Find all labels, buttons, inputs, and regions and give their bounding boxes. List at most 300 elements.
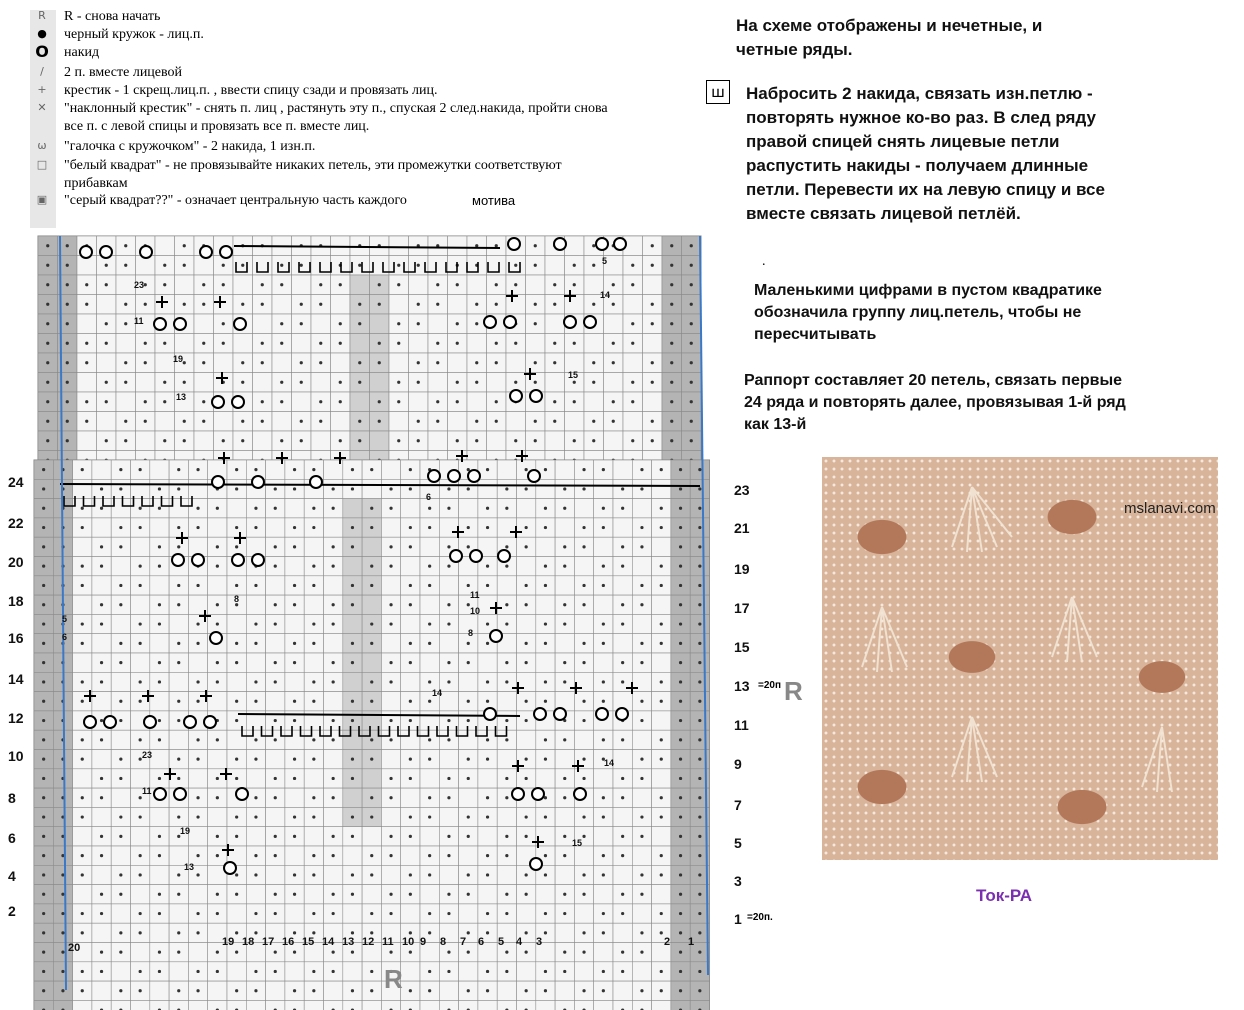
knit-dot <box>158 565 161 568</box>
knit-dot <box>417 439 420 442</box>
knit-dot <box>534 322 537 325</box>
chart-cell <box>111 672 130 691</box>
chart-cell <box>381 576 400 595</box>
yarn-over-icon <box>84 716 96 728</box>
knit-dot <box>119 487 122 490</box>
knit-dot <box>81 796 84 799</box>
row-number-left: 14 <box>8 671 24 687</box>
chart-cell <box>304 769 323 788</box>
knit-dot <box>698 854 701 857</box>
chart-cell <box>545 431 565 451</box>
chart-cell <box>208 692 227 711</box>
knit-dot <box>428 526 431 529</box>
knit-dot <box>651 264 654 267</box>
knit-dot <box>124 420 127 423</box>
chart-cell <box>487 373 507 393</box>
knit-dot <box>274 719 277 722</box>
knit-dot <box>651 420 654 423</box>
chart-cell <box>420 537 439 556</box>
knit-dot <box>525 487 528 490</box>
chart-cell <box>150 750 169 769</box>
chart-cell <box>409 275 429 295</box>
knit-dot <box>351 989 354 992</box>
knit-dot <box>158 680 161 683</box>
knit-dot <box>274 970 277 973</box>
knit-dot <box>563 487 566 490</box>
knit-dot <box>235 931 238 934</box>
knit-dot <box>514 342 517 345</box>
knit-dot <box>428 815 431 818</box>
knit-dot <box>42 622 45 625</box>
knit-dot <box>690 439 693 442</box>
knit-dot <box>293 835 296 838</box>
chart-cell <box>439 518 458 537</box>
chart-cell <box>169 730 188 749</box>
chart-cell <box>459 788 478 807</box>
instruction-line: правой спицей снять лицевые петли <box>746 132 1060 151</box>
chart-cell <box>632 962 651 981</box>
knit-dot <box>631 400 634 403</box>
knit-dot <box>254 931 257 934</box>
knit-dot <box>100 835 103 838</box>
knit-dot <box>602 468 605 471</box>
knit-dot <box>447 487 450 490</box>
chart-cell <box>401 846 420 865</box>
knit-dot <box>124 303 127 306</box>
chart-cell <box>362 769 381 788</box>
knit-dot <box>119 758 122 761</box>
knit-dot <box>389 912 392 915</box>
knit-dot <box>183 420 186 423</box>
knit-dot <box>592 439 595 442</box>
chart-cell <box>73 537 92 556</box>
knit-dot <box>177 989 180 992</box>
row-number-left: 12 <box>8 710 24 726</box>
knit-dot <box>486 931 489 934</box>
chart-cell <box>208 807 227 826</box>
chart-cell <box>188 769 207 788</box>
knit-dot <box>670 303 673 306</box>
knit-dot <box>602 989 605 992</box>
chart-cell <box>155 236 175 256</box>
knit-dot <box>202 420 205 423</box>
knit-dot <box>216 603 219 606</box>
knit-dot <box>196 931 199 934</box>
knit-dot <box>254 584 257 587</box>
knit-dot <box>409 700 412 703</box>
knit-dot <box>216 835 219 838</box>
knit-dot <box>332 622 335 625</box>
knit-dot <box>582 468 585 471</box>
knit-dot <box>216 854 219 857</box>
chart-cell <box>652 711 671 730</box>
knit-dot <box>370 642 373 645</box>
knit-dot <box>274 603 277 606</box>
knit-dot <box>196 758 199 761</box>
chart-cell <box>266 692 285 711</box>
knit-dot <box>660 468 663 471</box>
knit-dot <box>370 700 373 703</box>
chart-cell <box>97 412 117 432</box>
knit-dot <box>640 815 643 818</box>
knit-dot <box>428 584 431 587</box>
knit-dot <box>698 951 701 954</box>
column-number: 12 <box>362 936 375 948</box>
knit-dot <box>679 487 682 490</box>
chart-cell <box>362 885 381 904</box>
knit-dot <box>397 322 400 325</box>
chart-cell <box>285 904 304 923</box>
chart-cell <box>169 904 188 923</box>
chart-cell <box>233 275 253 295</box>
knit-dot <box>66 439 69 442</box>
knit-dot <box>177 603 180 606</box>
chart-cell <box>111 962 130 981</box>
column-number: 4 <box>516 936 523 948</box>
chart-cell <box>555 865 574 884</box>
legend-item-text: "серый квадрат??" - означает центральную часть каждого <box>64 193 407 208</box>
knit-dot <box>397 342 400 345</box>
chart-cell <box>208 576 227 595</box>
knit-dot <box>202 361 205 364</box>
knit-dot <box>339 342 342 345</box>
knit-dot <box>274 487 277 490</box>
knit-dot <box>196 680 199 683</box>
knit-dot <box>177 893 180 896</box>
knit-dot <box>409 642 412 645</box>
knit-dot <box>300 322 303 325</box>
knit-dot <box>467 777 470 780</box>
knit-dot <box>456 283 459 286</box>
knit-dot <box>119 700 122 703</box>
knit-dot <box>196 912 199 915</box>
knit-dot <box>119 893 122 896</box>
knit-dot <box>312 758 315 761</box>
chart-cell <box>73 827 92 846</box>
knit-dot <box>312 700 315 703</box>
knit-dot <box>621 661 624 664</box>
knit-dot <box>612 420 615 423</box>
knit-dot <box>158 951 161 954</box>
knit-dot <box>254 622 257 625</box>
chart-cell <box>73 595 92 614</box>
yarn-over-icon <box>596 238 608 250</box>
chart-cell <box>420 827 439 846</box>
chart-cell <box>194 373 214 393</box>
chart-cell <box>497 865 516 884</box>
chart-cell <box>574 730 593 749</box>
chart-cell <box>272 353 292 373</box>
knit-dot <box>505 622 508 625</box>
chart-cell <box>594 653 613 672</box>
knit-dot <box>293 603 296 606</box>
knit-dot <box>124 322 127 325</box>
knit-dot <box>370 622 373 625</box>
knit-dot <box>312 507 315 510</box>
knit-dot <box>42 815 45 818</box>
knit-dot <box>332 854 335 857</box>
knit-dot <box>202 303 205 306</box>
knit-dot <box>241 381 244 384</box>
chart-cell <box>497 576 516 595</box>
knit-dot <box>274 796 277 799</box>
knit-dot <box>293 989 296 992</box>
knit-dot <box>582 989 585 992</box>
knit-dot <box>428 738 431 741</box>
knit-dot <box>254 526 257 529</box>
knit-dot <box>467 700 470 703</box>
chart-cell <box>266 634 285 653</box>
knit-dot <box>319 283 322 286</box>
knit-dot <box>196 854 199 857</box>
knit-dot <box>81 700 84 703</box>
knit-dot <box>544 584 547 587</box>
knit-dot <box>602 873 605 876</box>
knit-dot <box>293 545 296 548</box>
knit-dot <box>660 758 663 761</box>
knit-dot <box>66 303 69 306</box>
knit-dot <box>46 342 49 345</box>
knit-dot <box>370 507 373 510</box>
yarn-over-icon <box>174 318 186 330</box>
knit-dot <box>428 507 431 510</box>
knit-dot <box>274 951 277 954</box>
instruction-line: вместе связать лицевой петлёй. <box>746 204 1021 223</box>
knit-dot <box>81 758 84 761</box>
knit-dot <box>42 758 45 761</box>
knit-dot <box>428 854 431 857</box>
knit-dot <box>216 970 219 973</box>
knit-dot <box>409 603 412 606</box>
knit-dot <box>631 322 634 325</box>
column-number: 9 <box>420 936 427 948</box>
chart-cell <box>131 827 150 846</box>
knit-dot <box>300 264 303 267</box>
knit-dot <box>274 565 277 568</box>
chart-cell <box>285 730 304 749</box>
chart-cell <box>584 334 604 354</box>
instruction-line: повторять нужное ко-во раз. В след ряду <box>746 108 1096 127</box>
knit-dot <box>631 342 634 345</box>
yarn-over-icon <box>554 708 566 720</box>
knit-dot <box>563 854 566 857</box>
knit-dot <box>389 893 392 896</box>
knit-dot <box>235 584 238 587</box>
chart-cell <box>536 537 555 556</box>
knit-dot <box>592 381 595 384</box>
knit-dot <box>475 439 478 442</box>
knit-dot <box>293 951 296 954</box>
legend-item-text: крестик - 1 скрещ.лиц.п. , ввести спицу сзади и провязать лиц. <box>64 83 438 98</box>
chart-cell <box>623 295 643 315</box>
yarn-over-icon <box>498 550 510 562</box>
yarn-over-icon <box>490 630 502 642</box>
knit-dot <box>544 815 547 818</box>
yarn-over-icon <box>252 554 264 566</box>
knit-dot <box>409 835 412 838</box>
chart-cell <box>594 1000 613 1010</box>
knit-dot <box>670 439 673 442</box>
knit-dot <box>467 815 470 818</box>
gray-square-icon: ▣ <box>36 193 48 206</box>
chart-cell <box>292 392 312 412</box>
knit-dot <box>447 680 450 683</box>
knit-dot <box>100 777 103 780</box>
knit-dot <box>534 361 537 364</box>
knit-dot <box>274 545 277 548</box>
knit-dot <box>505 545 508 548</box>
row-number-right: 9 <box>734 756 742 772</box>
tick-with-circle-icon: ω <box>37 139 47 152</box>
knit-dot <box>602 970 605 973</box>
knit-dot <box>698 796 701 799</box>
chart-cell <box>555 750 574 769</box>
knit-dot <box>42 700 45 703</box>
knit-dot <box>428 873 431 876</box>
knit-dot <box>475 303 478 306</box>
knit-dot <box>447 738 450 741</box>
knit-dot <box>428 796 431 799</box>
chart-cell <box>304 653 323 672</box>
knit-dot <box>621 487 624 490</box>
knit-dot <box>100 951 103 954</box>
knit-dot <box>312 989 315 992</box>
yarn-over-icon <box>210 632 222 644</box>
knit-dot <box>389 622 392 625</box>
knit-dot <box>679 738 682 741</box>
chart-cell <box>111 788 130 807</box>
yarn-over-icon <box>212 396 224 408</box>
chart-cell <box>517 499 536 518</box>
row-number-left: 4 <box>8 868 16 884</box>
legend-item-text: "галочка с кружочком" - 2 накида, 1 изн.п. <box>64 139 316 154</box>
knit-dot <box>640 835 643 838</box>
knit-dot <box>679 777 682 780</box>
knit-dot <box>651 361 654 364</box>
yarn-over-icon <box>184 716 196 728</box>
knit-dot <box>553 283 556 286</box>
knit-dot <box>447 854 450 857</box>
knit-dot <box>254 680 257 683</box>
knit-dot <box>514 439 517 442</box>
knit-dot <box>261 361 264 364</box>
knit-dot <box>640 468 643 471</box>
knit-dot <box>370 526 373 529</box>
chart-cell <box>362 653 381 672</box>
chart-cell <box>343 557 362 576</box>
chart-cell <box>594 595 613 614</box>
knit-dot <box>332 507 335 510</box>
knit-dot <box>254 796 257 799</box>
chart-cell <box>253 314 273 334</box>
knit-dot <box>698 700 701 703</box>
knit-dot <box>582 545 585 548</box>
chart-cell <box>613 981 632 1000</box>
knit-dot <box>640 700 643 703</box>
chart-cell <box>478 885 497 904</box>
knit-dot <box>409 487 412 490</box>
knit-dot <box>42 545 45 548</box>
chart-cell <box>92 923 111 942</box>
knit-dot <box>544 622 547 625</box>
knit-dot <box>177 951 180 954</box>
chart-cell <box>574 614 593 633</box>
knit-dot <box>417 264 420 267</box>
knit-dot <box>119 719 122 722</box>
knit-dot <box>378 342 381 345</box>
knit-dot <box>505 565 508 568</box>
row-number-right: 15 <box>734 639 750 655</box>
knit-dot <box>46 400 49 403</box>
chart-cell <box>594 479 613 498</box>
knit-dot <box>486 854 489 857</box>
knit-dot <box>119 931 122 934</box>
knit-dot <box>280 264 283 267</box>
knit-dot <box>670 400 673 403</box>
knit-dot <box>592 361 595 364</box>
group-count-label: 11 <box>142 786 152 796</box>
k2tog-icon: / <box>40 65 44 78</box>
knit-dot <box>495 361 498 364</box>
chart-cell <box>370 431 390 451</box>
legend-motif-word: мотива <box>472 193 516 208</box>
knit-dot <box>274 680 277 683</box>
chart-cell <box>517 557 536 576</box>
knit-dot <box>621 603 624 606</box>
knit-dot <box>119 642 122 645</box>
knit-dot <box>370 931 373 934</box>
knit-dot <box>621 738 624 741</box>
knit-dot <box>660 989 663 992</box>
knit-dot <box>319 400 322 403</box>
chart-cell <box>97 295 117 315</box>
knit-dot <box>370 989 373 992</box>
chart-cell <box>439 576 458 595</box>
group-count-label: 8 <box>468 628 474 638</box>
chart-cell <box>381 807 400 826</box>
knit-dot <box>235 487 238 490</box>
chart-cell <box>565 412 585 432</box>
knit-dot <box>254 815 257 818</box>
chart-cell <box>478 653 497 672</box>
knit-dot <box>582 719 585 722</box>
knit-dot <box>81 912 84 915</box>
slanted-cross-icon: ✕ <box>37 101 47 114</box>
knit-dot <box>66 420 69 423</box>
chart-cell <box>517 614 536 633</box>
knit-dot <box>312 642 315 645</box>
chart-cell <box>92 865 111 884</box>
knit-dot <box>505 507 508 510</box>
knit-dot <box>312 970 315 973</box>
chart-cell <box>350 275 370 295</box>
knit-dot <box>640 893 643 896</box>
knit-dot <box>582 603 585 606</box>
knit-dot <box>42 873 45 876</box>
chart-cell <box>131 1000 150 1010</box>
knit-dot <box>124 381 127 384</box>
chart-cell <box>169 614 188 633</box>
knit-dot <box>409 584 412 587</box>
knit-dot <box>389 835 392 838</box>
knit-dot <box>293 468 296 471</box>
knit-dot <box>85 420 88 423</box>
knit-dot <box>582 758 585 761</box>
chart-cell <box>478 595 497 614</box>
knit-dot <box>690 264 693 267</box>
chart-cell <box>150 692 169 711</box>
knit-dot <box>525 526 528 529</box>
